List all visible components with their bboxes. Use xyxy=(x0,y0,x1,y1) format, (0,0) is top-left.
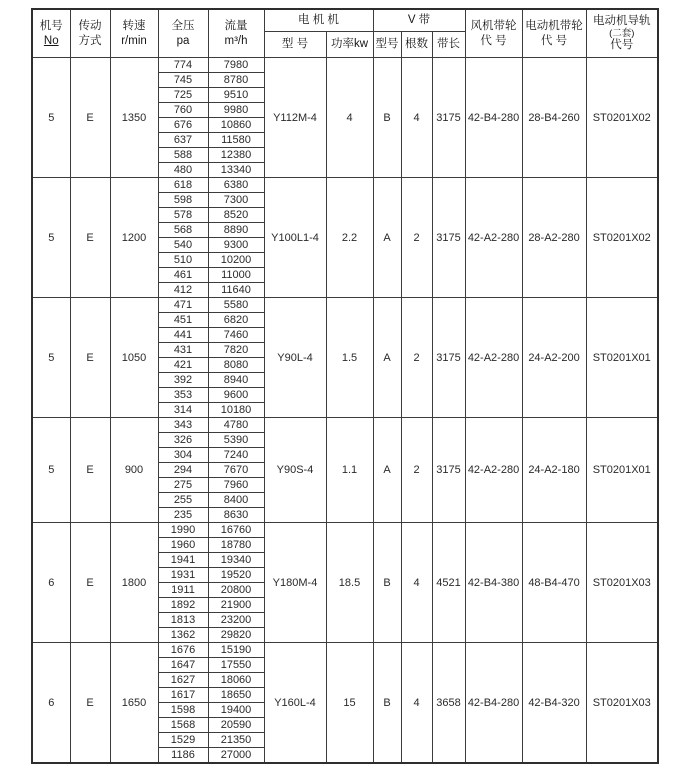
header-motor-pulley-line1: 电动机带轮 xyxy=(525,20,583,33)
flow-cell: 16760 xyxy=(208,523,264,538)
fan-pulley-cell: 42-B4-280 xyxy=(465,58,522,178)
flow-cell: 8080 xyxy=(208,358,264,373)
flow-cell: 8630 xyxy=(208,508,264,523)
vbelt-length-cell: 4521 xyxy=(432,523,465,643)
table-row xyxy=(32,58,658,73)
header-vbelt-length: 带长 xyxy=(432,32,465,58)
machine-no-cell: 5 xyxy=(32,298,70,418)
motor-power-cell: 1.5 xyxy=(326,298,373,418)
table-row xyxy=(32,418,658,433)
header-drive-line2: 方式 xyxy=(78,34,102,47)
flow-cell: 10860 xyxy=(208,118,264,133)
flow-cell: 10200 xyxy=(208,253,264,268)
vbelt-count-cell: 4 xyxy=(401,643,432,764)
flow-cell: 7300 xyxy=(208,193,264,208)
machine-no-cell: 6 xyxy=(32,523,70,643)
vbelt-model-cell: A xyxy=(373,178,401,298)
motor-power-cell: 18.5 xyxy=(326,523,373,643)
flow-cell: 5580 xyxy=(208,298,264,313)
speed-cell: 1800 xyxy=(110,523,158,643)
pressure-cell: 1813 xyxy=(158,613,208,628)
motor-rail-cell: ST0201X02 xyxy=(586,58,658,178)
motor-power-cell: 15 xyxy=(326,643,373,764)
table-row xyxy=(32,643,658,658)
table-body xyxy=(32,58,658,764)
flow-cell: 7460 xyxy=(208,328,264,343)
vbelt-count-cell: 2 xyxy=(401,418,432,523)
header-fan-pulley-line1: 风机带轮 xyxy=(470,20,517,33)
header-machine-no xyxy=(32,9,70,58)
motor-pulley-cell: 28-A2-280 xyxy=(522,178,586,298)
pressure-cell: 1892 xyxy=(158,598,208,613)
flow-cell: 7820 xyxy=(208,343,264,358)
flow-cell: 20800 xyxy=(208,583,264,598)
flow-cell: 15190 xyxy=(208,643,264,658)
vbelt-length-cell: 3175 xyxy=(432,58,465,178)
header-motor-model: 型 号 xyxy=(264,32,326,58)
motor-pulley-cell: 48-B4-470 xyxy=(522,523,586,643)
speed-cell: 1650 xyxy=(110,643,158,764)
header-flow-line2: m³/h xyxy=(224,34,248,47)
header-vbelt-count: 根数 xyxy=(401,32,432,58)
fan-spec-table xyxy=(31,8,659,764)
flow-cell: 12380 xyxy=(208,148,264,163)
motor-pulley-cell: 24-A2-200 xyxy=(522,298,586,418)
motor-model-cell: Y90L-4 xyxy=(264,298,326,418)
motor-model-cell: Y180M-4 xyxy=(264,523,326,643)
vbelt-model-cell: B xyxy=(373,523,401,643)
header-motor-rail-line2: (二套) xyxy=(609,27,635,39)
speed-cell: 900 xyxy=(110,418,158,523)
flow-cell: 11640 xyxy=(208,283,264,298)
pressure-cell: 1647 xyxy=(158,658,208,673)
pressure-cell: 343 xyxy=(158,418,208,433)
fan-pulley-cell: 42-A2-280 xyxy=(465,298,522,418)
flow-cell: 8940 xyxy=(208,373,264,388)
header-vbelt-group: V 带 xyxy=(373,9,465,32)
motor-rail-cell: ST0201X01 xyxy=(586,298,658,418)
flow-cell: 17550 xyxy=(208,658,264,673)
machine-no-cell: 6 xyxy=(32,643,70,764)
motor-pulley-cell: 42-B4-320 xyxy=(522,643,586,764)
flow-cell: 7980 xyxy=(208,58,264,73)
vbelt-length-cell: 3175 xyxy=(432,298,465,418)
drive-mode-cell: E xyxy=(70,523,110,643)
header-pressure-line1: 全压 xyxy=(171,20,195,33)
pressure-cell: 1627 xyxy=(158,673,208,688)
drive-mode-cell: E xyxy=(70,418,110,523)
flow-cell: 21350 xyxy=(208,733,264,748)
flow-cell: 9600 xyxy=(208,388,264,403)
drive-mode-cell: E xyxy=(70,58,110,178)
fan-pulley-cell: 42-A2-280 xyxy=(465,418,522,523)
pressure-cell: 304 xyxy=(158,448,208,463)
header-drive-line1: 传动 xyxy=(78,20,102,33)
flow-cell: 7960 xyxy=(208,478,264,493)
pressure-cell: 760 xyxy=(158,103,208,118)
vbelt-model-cell: A xyxy=(373,418,401,523)
flow-cell: 9980 xyxy=(208,103,264,118)
speed-cell: 1350 xyxy=(110,58,158,178)
pressure-cell: 431 xyxy=(158,343,208,358)
pressure-cell: 392 xyxy=(158,373,208,388)
drive-mode-cell: E xyxy=(70,298,110,418)
motor-power-cell: 1.1 xyxy=(326,418,373,523)
drive-mode-cell: E xyxy=(70,178,110,298)
header-motor-pulley-line2: 代 号 xyxy=(540,34,568,47)
vbelt-model-cell: A xyxy=(373,298,401,418)
pressure-cell: 588 xyxy=(158,148,208,163)
table-row xyxy=(32,178,658,193)
pressure-cell: 412 xyxy=(158,283,208,298)
header-flow-line1: 流量 xyxy=(224,20,248,33)
motor-pulley-cell: 24-A2-180 xyxy=(522,418,586,523)
flow-cell: 20590 xyxy=(208,718,264,733)
vbelt-model-cell: B xyxy=(373,643,401,764)
motor-rail-cell: ST0201X03 xyxy=(586,523,658,643)
flow-cell: 8520 xyxy=(208,208,264,223)
flow-cell: 19520 xyxy=(208,568,264,583)
pressure-cell: 745 xyxy=(158,73,208,88)
vbelt-length-cell: 3175 xyxy=(432,418,465,523)
motor-pulley-cell: 28-B4-260 xyxy=(522,58,586,178)
header-speed-line2: r/min xyxy=(121,34,147,47)
pressure-cell: 480 xyxy=(158,163,208,178)
vbelt-count-cell: 2 xyxy=(401,298,432,418)
pressure-cell: 1960 xyxy=(158,538,208,553)
speed-cell: 1050 xyxy=(110,298,158,418)
header-drive-mode xyxy=(70,9,110,58)
vbelt-length-cell: 3175 xyxy=(432,178,465,298)
motor-rail-cell: ST0201X03 xyxy=(586,643,658,764)
pressure-cell: 1911 xyxy=(158,583,208,598)
table-row xyxy=(32,298,658,313)
vbelt-length-cell: 3658 xyxy=(432,643,465,764)
vbelt-count-cell: 4 xyxy=(401,58,432,178)
pressure-cell: 353 xyxy=(158,388,208,403)
pressure-cell: 1676 xyxy=(158,643,208,658)
drive-mode-cell: E xyxy=(70,643,110,764)
flow-cell: 9300 xyxy=(208,238,264,253)
pressure-cell: 578 xyxy=(158,208,208,223)
vbelt-model-cell: B xyxy=(373,58,401,178)
pressure-cell: 540 xyxy=(158,238,208,253)
flow-cell: 18650 xyxy=(208,688,264,703)
fan-pulley-cell: 42-B4-280 xyxy=(465,643,522,764)
flow-cell: 11000 xyxy=(208,268,264,283)
header-motor-power: 功率kw xyxy=(326,32,373,58)
pressure-cell: 255 xyxy=(158,493,208,508)
flow-cell: 29820 xyxy=(208,628,264,643)
header-motor-rail-line1: 电动机导轨 xyxy=(593,15,651,28)
pressure-cell: 1598 xyxy=(158,703,208,718)
table-header xyxy=(32,9,658,58)
flow-cell: 8890 xyxy=(208,223,264,238)
motor-model-cell: Y90S-4 xyxy=(264,418,326,523)
header-vbelt-model: 型号 xyxy=(373,32,401,58)
pressure-cell: 294 xyxy=(158,463,208,478)
motor-model-cell: Y160L-4 xyxy=(264,643,326,764)
pressure-cell: 598 xyxy=(158,193,208,208)
pressure-cell: 1617 xyxy=(158,688,208,703)
pressure-cell: 510 xyxy=(158,253,208,268)
flow-cell: 13340 xyxy=(208,163,264,178)
speed-cell: 1200 xyxy=(110,178,158,298)
flow-cell: 8780 xyxy=(208,73,264,88)
flow-cell: 6820 xyxy=(208,313,264,328)
pressure-cell: 618 xyxy=(158,178,208,193)
header-motor-pulley xyxy=(522,9,586,58)
fan-pulley-cell: 42-B4-380 xyxy=(465,523,522,643)
flow-cell: 7670 xyxy=(208,463,264,478)
pressure-cell: 1931 xyxy=(158,568,208,583)
header-motor-rail-line3: 代号 xyxy=(610,39,634,52)
motor-power-cell: 2.2 xyxy=(326,178,373,298)
flow-cell: 19340 xyxy=(208,553,264,568)
vbelt-count-cell: 4 xyxy=(401,523,432,643)
header-fan-pulley-line2: 代 号 xyxy=(480,34,507,47)
machine-no-cell: 5 xyxy=(32,418,70,523)
pressure-cell: 235 xyxy=(158,508,208,523)
pressure-cell: 1941 xyxy=(158,553,208,568)
flow-cell: 6380 xyxy=(208,178,264,193)
machine-no-cell: 5 xyxy=(32,178,70,298)
header-machine-no-line1: 机号 xyxy=(39,20,63,33)
header-flow xyxy=(208,9,264,58)
flow-cell: 9510 xyxy=(208,88,264,103)
header-pressure-line2: pa xyxy=(176,34,190,47)
vbelt-count-cell: 2 xyxy=(401,178,432,298)
flow-cell: 19400 xyxy=(208,703,264,718)
pressure-cell: 451 xyxy=(158,313,208,328)
pressure-cell: 568 xyxy=(158,223,208,238)
pressure-cell: 1186 xyxy=(158,748,208,764)
header-speed-line1: 转速 xyxy=(122,20,146,33)
motor-rail-cell: ST0201X02 xyxy=(586,178,658,298)
pressure-cell: 275 xyxy=(158,478,208,493)
pressure-cell: 441 xyxy=(158,328,208,343)
flow-cell: 23200 xyxy=(208,613,264,628)
table-row xyxy=(32,523,658,538)
flow-cell: 21900 xyxy=(208,598,264,613)
motor-model-cell: Y112M-4 xyxy=(264,58,326,178)
flow-cell: 5390 xyxy=(208,433,264,448)
flow-cell: 4780 xyxy=(208,418,264,433)
header-fan-pulley xyxy=(465,9,522,58)
header-motor-group: 电 机 机 xyxy=(264,9,373,32)
motor-power-cell: 4 xyxy=(326,58,373,178)
flow-cell: 7240 xyxy=(208,448,264,463)
machine-no-cell: 5 xyxy=(32,58,70,178)
pressure-cell: 676 xyxy=(158,118,208,133)
pressure-cell: 1362 xyxy=(158,628,208,643)
pressure-cell: 471 xyxy=(158,298,208,313)
motor-rail-cell: ST0201X01 xyxy=(586,418,658,523)
flow-cell: 11580 xyxy=(208,133,264,148)
flow-cell: 10180 xyxy=(208,403,264,418)
pressure-cell: 725 xyxy=(158,88,208,103)
pressure-cell: 1990 xyxy=(158,523,208,538)
flow-cell: 18060 xyxy=(208,673,264,688)
header-speed xyxy=(110,9,158,58)
flow-cell: 27000 xyxy=(208,748,264,764)
motor-model-cell: Y100L1-4 xyxy=(264,178,326,298)
flow-cell: 8400 xyxy=(208,493,264,508)
flow-cell: 18780 xyxy=(208,538,264,553)
header-motor-rail xyxy=(586,9,658,58)
header-pressure xyxy=(158,9,208,58)
pressure-cell: 421 xyxy=(158,358,208,373)
pressure-cell: 637 xyxy=(158,133,208,148)
spec-sheet xyxy=(0,8,700,761)
pressure-cell: 314 xyxy=(158,403,208,418)
pressure-cell: 461 xyxy=(158,268,208,283)
fan-pulley-cell: 42-A2-280 xyxy=(465,178,522,298)
header-machine-no-line2: No xyxy=(43,34,59,47)
pressure-cell: 774 xyxy=(158,58,208,73)
pressure-cell: 1529 xyxy=(158,733,208,748)
pressure-cell: 1568 xyxy=(158,718,208,733)
pressure-cell: 326 xyxy=(158,433,208,448)
